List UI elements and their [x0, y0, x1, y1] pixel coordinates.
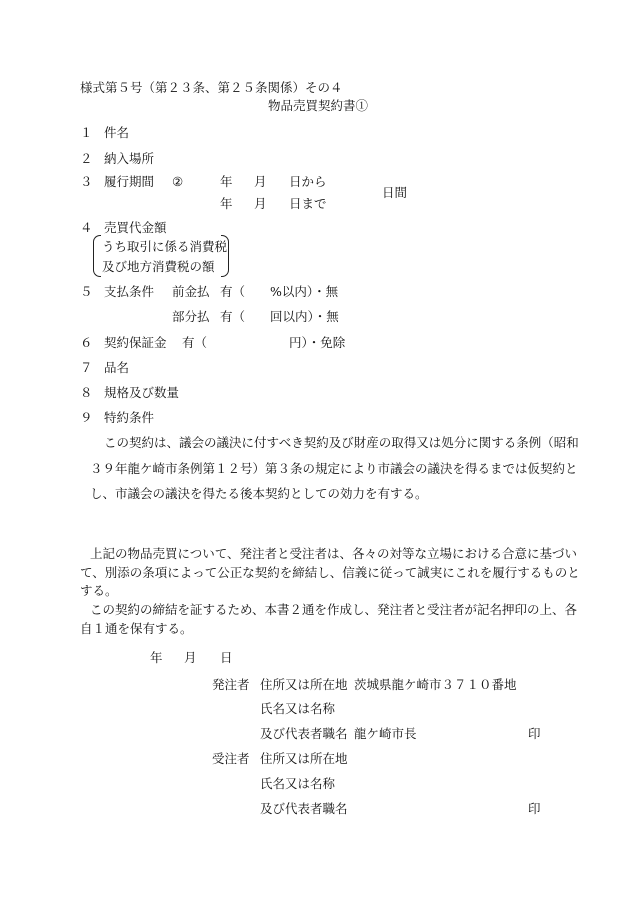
advance-payment-label: 前金払 — [172, 284, 210, 299]
item-8-number: ８ — [80, 385, 93, 400]
orderer-rep-label: 及び代表者職名 — [260, 726, 348, 741]
contractor-name-label: 氏名又は名称 — [260, 776, 336, 791]
item-7-number: ７ — [80, 360, 93, 375]
orderer-address-value: 茨城県龍ケ崎市３７１０番地 — [354, 677, 517, 692]
body-p2-line-2: 自１通を保有する。 — [80, 621, 193, 636]
orderer-address-label: 住所又は所在地 — [260, 677, 348, 692]
body-p1-line-1: 上記の物品売買について、発注者と受注者は、各々の対等な立場における合意に基づい — [90, 546, 578, 561]
orderer-name-label: 氏名又は名称 — [260, 701, 336, 716]
partial-payment-label: 部分払 — [172, 309, 210, 324]
item-3-label: 履行期間 — [104, 174, 155, 189]
period-days: 日間 — [382, 185, 408, 200]
date-year: 年 — [150, 650, 163, 665]
orderer-seal: 印 — [528, 726, 541, 741]
item-9-number: ９ — [80, 410, 93, 425]
item-6-number: ６ — [80, 335, 93, 350]
tax-line-2: 及び地方消費税の額 — [102, 259, 215, 274]
contractor-seal: 印 — [528, 801, 541, 816]
item-4-label: 売買代金額 — [104, 220, 167, 235]
item-5-label: 支払条件 — [104, 284, 155, 299]
item-1-number: １ — [80, 125, 93, 140]
document-title: 物品売買契約書① — [268, 98, 369, 113]
tax-line-1: うち取引に係る消費税 — [102, 239, 228, 254]
orderer-role: 発注者 — [212, 677, 250, 692]
period-day-from: 日から — [289, 174, 327, 189]
contractor-rep-label: 及び代表者職名 — [260, 801, 348, 816]
body-p2-line-1: この契約の締結を証するため、本書２通を作成し、発注者と受注者が記名押印の上、各 — [90, 602, 578, 617]
item-5-number: ５ — [80, 284, 93, 299]
period-month-from: 月 — [254, 174, 267, 189]
form-number: 様式第５号（第２３条、第２５条関係）その４ — [80, 80, 343, 95]
item-2-number: ２ — [80, 151, 93, 166]
item-8-label: 規格及び数量 — [104, 385, 180, 400]
partial-payment-options: 有（ 回以内）・無 — [220, 309, 339, 324]
date-month: 月 — [184, 650, 197, 665]
period-year-to: 年 — [220, 196, 233, 211]
period-year-from: 年 — [220, 174, 233, 189]
item-2-label: 納入場所 — [104, 151, 155, 166]
bracket-left — [93, 235, 101, 277]
deposit-options-left: 有（ — [182, 335, 208, 350]
orderer-rep-value: 龍ケ崎市長 — [354, 726, 417, 741]
deposit-options-right: 円）・免除 — [289, 335, 346, 350]
special-clause-line-2: ３９年龍ケ崎市条例第１２号）第３条の規定により市議会の議決を得るまでは仮契約と — [90, 461, 578, 476]
date-day: 日 — [220, 650, 233, 665]
contractor-role: 受注者 — [212, 751, 250, 766]
item-1-label: 件名 — [104, 125, 130, 140]
item-4-number: ４ — [80, 220, 93, 235]
advance-payment-options: 有（ %以内）・無 — [220, 284, 339, 299]
item-3-number: ３ — [80, 174, 93, 189]
item-3-mark: ② — [172, 174, 184, 189]
period-day-to: 日まで — [289, 196, 327, 211]
contractor-address-label: 住所又は所在地 — [260, 751, 348, 766]
special-clause-line-1: この契約は、議会の議決に付すべき契約及び財産の取得又は処分に関する条例（昭和 — [104, 435, 579, 450]
body-p1-line-3: する。 — [80, 583, 118, 598]
item-6-label: 契約保証金 — [104, 335, 167, 350]
body-p1-line-2: て、別添の条項によって公正な契約を締結し、信義に従って誠実にこれを履行するものと — [80, 565, 580, 580]
item-9-label: 特約条件 — [104, 410, 155, 425]
item-7-label: 品名 — [104, 360, 130, 375]
special-clause-line-3: し、市議会の議決を得たる後本契約としての効力を有する。 — [90, 486, 428, 501]
period-month-to: 月 — [254, 196, 267, 211]
